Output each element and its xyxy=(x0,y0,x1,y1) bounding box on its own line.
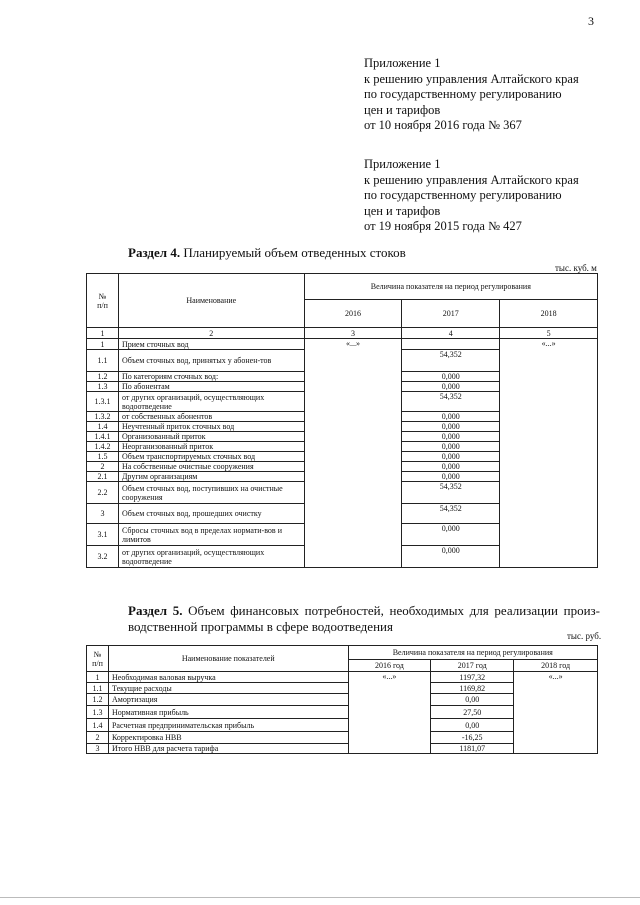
appendix-line: цен и тарифов xyxy=(364,102,441,117)
value-2017: 27,50 xyxy=(431,706,514,719)
value-2017: 0,000 xyxy=(402,432,500,442)
row-name: Неучтенный приток сточных вод xyxy=(118,422,304,432)
value-2017: 0,000 xyxy=(402,372,500,382)
row-name: от собственных абонентов xyxy=(118,412,304,422)
row-name: Объем сточных вод, поступивших на очистные сооружения xyxy=(118,482,304,504)
header-2017: 2017 год xyxy=(431,660,514,672)
row-number: 1.4.2 xyxy=(87,442,119,452)
row-name: Организованный приток xyxy=(118,432,304,442)
section-4-title-text: Планируемый объем отведенных стоков xyxy=(180,245,406,260)
value-2018: «...» xyxy=(500,339,598,568)
value-2017: 1181,07 xyxy=(431,744,514,754)
table-row xyxy=(87,672,598,683)
appendix-line: по государственному регулированию xyxy=(364,188,562,202)
header-2018: 2018 xyxy=(500,300,598,328)
appendix-line: Приложение 1 xyxy=(364,157,441,171)
appendix-line: Приложение 1 xyxy=(364,56,441,70)
row-name: Необходимая валовая выручка xyxy=(108,672,348,683)
appendix-line: от 10 ноября 2016 года № 367 xyxy=(364,118,522,132)
row-name: Прием сточных вод xyxy=(118,339,304,350)
table-row xyxy=(87,339,598,350)
row-name: Объем сточных вод, принятых у абонен-тов xyxy=(118,350,304,372)
header-period-group: Величина показателя на период регулирования xyxy=(348,646,598,660)
section-4-label: Раздел 4. xyxy=(128,245,181,260)
row-number: 1 xyxy=(87,672,109,683)
section-4-unit: тыс. куб. м xyxy=(555,263,597,273)
row-name: Итого НВВ для расчета тарифа xyxy=(108,744,348,754)
page-edge-line xyxy=(0,897,640,898)
row-number: 3 xyxy=(87,504,119,524)
header-2017: 2017 xyxy=(402,300,500,328)
row-number: 1.2 xyxy=(87,372,119,382)
row-name: от других организаций, осуществляющих водоотведение xyxy=(118,546,304,568)
section-5-table xyxy=(86,645,598,754)
row-number: 2 xyxy=(87,462,119,472)
value-2017: 54,352 xyxy=(402,350,500,372)
column-number: 4 xyxy=(402,328,500,339)
appendix-line: к решению управления Алтайского края xyxy=(364,172,579,187)
row-name: Неорганизованный приток xyxy=(118,442,304,452)
value-2017: 0,000 xyxy=(402,412,500,422)
row-number: 3 xyxy=(87,744,109,754)
row-name: Другим организациям xyxy=(118,472,304,482)
row-name: На собственные очистные сооружения xyxy=(118,462,304,472)
value-2017: 54,352 xyxy=(402,482,500,504)
row-name: от других организаций, осуществляющих водоотведение xyxy=(118,392,304,412)
row-number: 1.4 xyxy=(87,422,119,432)
row-name: Нормативная прибыль xyxy=(108,706,348,719)
value-2017: -16,25 xyxy=(431,732,514,744)
header-period-group: Величина показателя на период регулирования xyxy=(304,274,597,300)
header-2016: 2016 xyxy=(304,300,402,328)
value-2017: 1169,82 xyxy=(431,683,514,694)
section-5-unit: тыс. руб. xyxy=(567,631,602,641)
value-2017: 0,000 xyxy=(402,382,500,392)
row-name: По категориям сточных вод: xyxy=(118,372,304,382)
header-num: № п/п xyxy=(87,646,109,672)
value-2017: 0,000 xyxy=(402,422,500,432)
section-5-title-text: Объем финансовых потребностей, необходимых для реализации произ-водственной программы в сфере водоотведения xyxy=(128,603,601,634)
row-name: Объем транспортируемых сточных вод xyxy=(118,452,304,462)
section-4-table xyxy=(86,273,598,568)
value-2017: 0,000 xyxy=(402,472,500,482)
row-name: Корректировка НВВ xyxy=(108,732,348,744)
value-2018: «...» xyxy=(514,672,598,754)
row-name: Расчетная предпринимательская прибыль xyxy=(108,719,348,732)
section-5-label: Раздел 5. xyxy=(128,603,183,618)
row-number: 1.3.1 xyxy=(87,392,119,412)
value-2017: 0,00 xyxy=(431,694,514,706)
header-num: № п/п xyxy=(87,274,119,328)
value-2017: 1197,32 xyxy=(431,672,514,683)
page-number: 3 xyxy=(588,14,594,28)
appendix-line: от 19 ноября 2015 года № 427 xyxy=(364,219,522,233)
row-name: Амортизация xyxy=(108,694,348,706)
value-2016: «...» xyxy=(304,339,402,568)
row-name: Объем сточных вод, прошедших очистку xyxy=(118,504,304,524)
row-number: 1.1 xyxy=(87,683,109,694)
row-number: 1.4.1 xyxy=(87,432,119,442)
header-name: Наименование xyxy=(118,274,304,328)
value-2017: 0,000 xyxy=(402,546,500,568)
header-name: Наименование показателей xyxy=(108,646,348,672)
value-2017: 0,000 xyxy=(402,452,500,462)
value-2017: 54,352 xyxy=(402,392,500,412)
header-2016: 2016 год xyxy=(348,660,431,672)
appendix-line: цен и тарифов xyxy=(364,203,441,218)
row-number: 1.3 xyxy=(87,382,119,392)
value-2017 xyxy=(402,339,500,350)
row-number: 2.2 xyxy=(87,482,119,504)
value-2016: «...» xyxy=(348,672,431,754)
column-number: 1 xyxy=(87,328,119,339)
row-number: 1.3.2 xyxy=(87,412,119,422)
value-2017: 54,352 xyxy=(402,504,500,524)
row-number: 1 xyxy=(87,339,119,350)
row-number: 2.1 xyxy=(87,472,119,482)
appendix-header-current xyxy=(364,56,579,134)
section-4-title xyxy=(128,245,406,261)
row-name: Сбросы сточных вод в пределах нормати-вов и лимитов xyxy=(118,524,304,546)
row-number: 1.4 xyxy=(87,719,109,732)
row-number: 1.5 xyxy=(87,452,119,462)
row-number: 1.3 xyxy=(87,706,109,719)
row-number: 3.2 xyxy=(87,546,119,568)
value-2017: 0,00 xyxy=(431,719,514,732)
header-2018: 2018 год xyxy=(514,660,598,672)
row-number: 3.1 xyxy=(87,524,119,546)
value-2017: 0,000 xyxy=(402,462,500,472)
value-2017: 0,000 xyxy=(402,524,500,546)
row-number: 1.1 xyxy=(87,350,119,372)
section-5-title xyxy=(128,603,600,635)
appendix-line: по государственному регулированию xyxy=(364,87,562,101)
row-number: 2 xyxy=(87,732,109,744)
value-2017: 0,000 xyxy=(402,442,500,452)
column-number: 3 xyxy=(304,328,402,339)
row-number: 1.2 xyxy=(87,694,109,706)
appendix-header-original xyxy=(364,157,579,235)
row-name: По абонентам xyxy=(118,382,304,392)
row-name: Текущие расходы xyxy=(108,683,348,694)
column-number: 2 xyxy=(118,328,304,339)
appendix-line: к решению управления Алтайского края xyxy=(364,71,579,86)
column-number: 5 xyxy=(500,328,598,339)
